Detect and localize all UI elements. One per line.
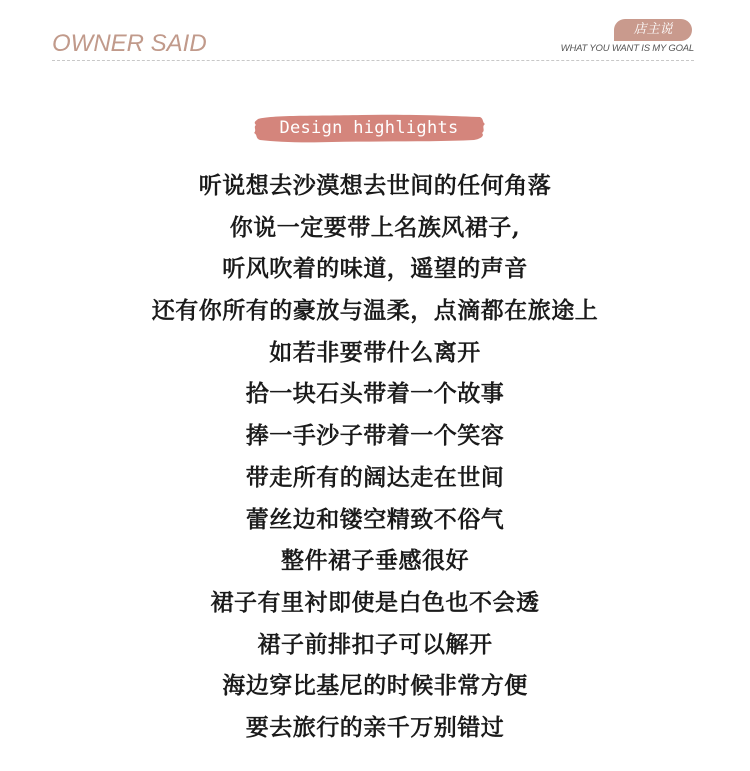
owner-said-title: OWNER SAID xyxy=(52,30,207,57)
poem-line: 你说一定要带上名族风裙子, xyxy=(229,213,521,241)
poem-line: 听说想去沙漠想去世间的任何角落 xyxy=(198,172,552,199)
poem-line: 听风吹着的味道，遥望的声音 xyxy=(222,255,528,283)
poem-line: 带走所有的阔达走在世间 xyxy=(245,463,505,491)
poem-line: 蕾丝边和镂空精致不俗气 xyxy=(245,505,505,533)
poem-line: 如若非要带什么离开 xyxy=(269,338,481,366)
poem-line: 裙子有里衬即使是白色也不会透 xyxy=(210,588,540,616)
slogan-text: WHAT YOU WANT IS MY GOAL xyxy=(560,43,694,54)
poem-text-block xyxy=(0,165,750,749)
poem-line: 要去旅行的亲千万别错过 xyxy=(245,713,505,741)
poem-line: 捧一手沙子带着一个笑容 xyxy=(245,422,505,450)
poem-line: 还有你所有的豪放与温柔，点滴都在旅途上 xyxy=(151,297,599,325)
poem-line: 整件裙子垂感很好 xyxy=(281,547,469,575)
design-highlights-banner xyxy=(252,113,486,143)
poem-line: 海边穿比基尼的时候非常方便 xyxy=(222,672,528,700)
poem-line: 拾一块石头带着一个故事 xyxy=(245,380,505,408)
poem-line: 裙子前排扣子可以解开 xyxy=(257,630,493,658)
header-divider xyxy=(52,60,694,61)
owner-badge: 店主说 xyxy=(614,19,692,41)
page-header xyxy=(0,0,750,70)
design-highlights-label: Design highlights xyxy=(279,118,459,138)
